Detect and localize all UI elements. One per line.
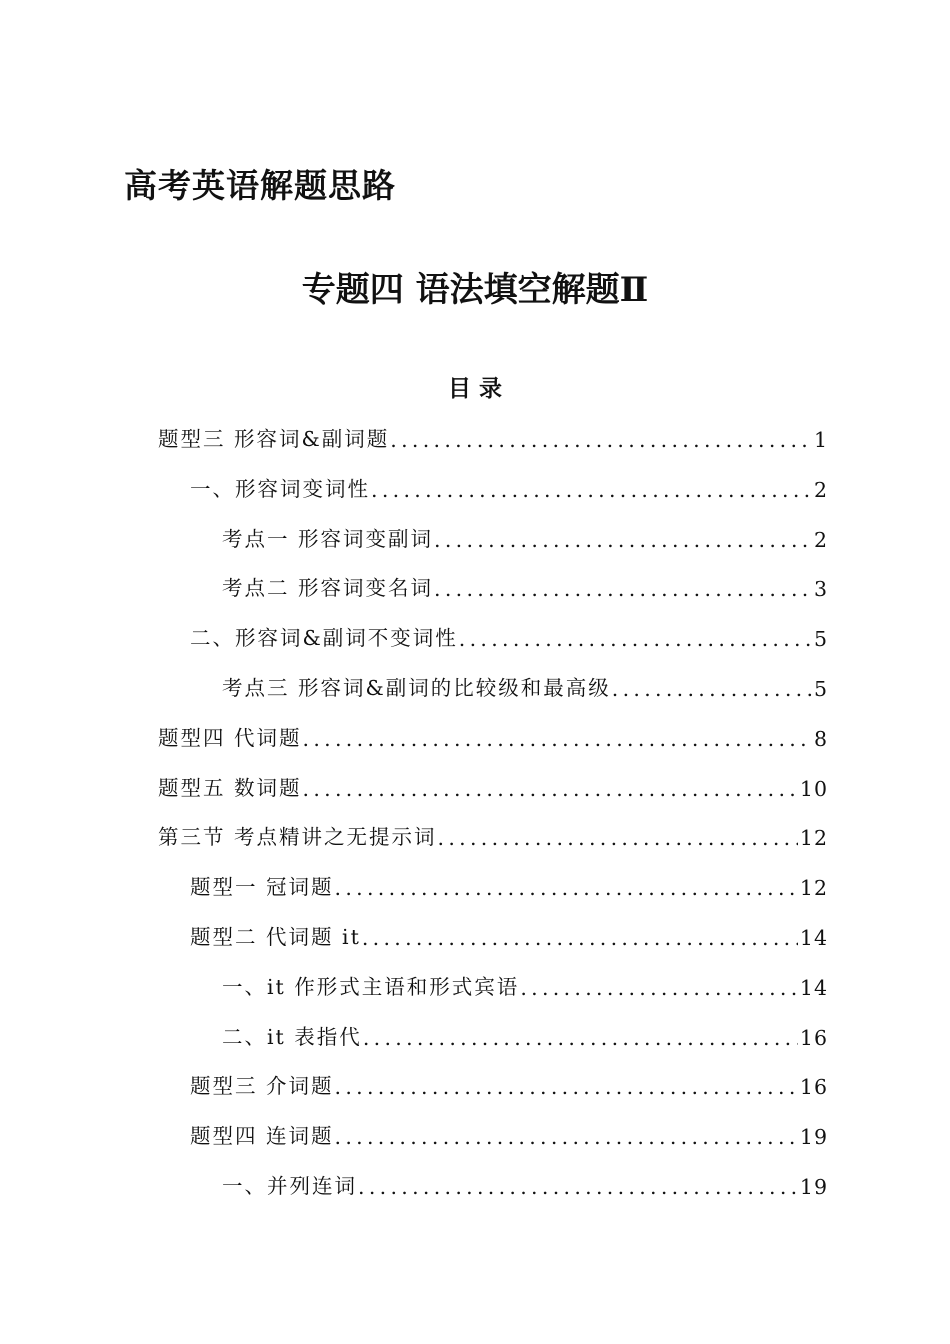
toc-entry-label: 二、it 表指代 xyxy=(222,1024,362,1049)
toc-entry-label: 题型三 介词题 xyxy=(190,1074,334,1099)
toc-dot-leader xyxy=(335,876,798,900)
toc-entry-page-number: 5 xyxy=(813,627,828,652)
toc-entry-label: 第三节 考点精讲之无提示词 xyxy=(158,825,437,850)
toc-entry-label: 一、并列连词 xyxy=(222,1174,357,1198)
toc-entry-page-number: 19 xyxy=(799,1175,828,1199)
toc-dot-leader xyxy=(358,1175,798,1199)
toc-entry[interactable] xyxy=(190,462,828,502)
toc-entry-label: 考点一 形容词变副词 xyxy=(222,526,434,551)
document-title: 高考英语解题思路 xyxy=(124,166,396,205)
toc-dot-leader xyxy=(335,1125,798,1149)
toc-dot-leader xyxy=(362,926,798,950)
toc-entry[interactable] xyxy=(190,1109,828,1149)
toc-dot-leader xyxy=(434,528,812,552)
toc-entry-page-number: 2 xyxy=(813,527,828,552)
toc-entry-page-number: 2 xyxy=(813,477,828,502)
toc-entry-label: 题型三 形容词&副词题 xyxy=(158,427,390,451)
toc-heading: 目 录 xyxy=(447,375,502,402)
toc-entry-label: 二、形容词&副词不变词性 xyxy=(190,626,458,651)
toc-entry-page-number: 14 xyxy=(799,975,828,1000)
toc-entry[interactable] xyxy=(190,1059,828,1099)
toc-entry-label: 一、it 作形式主语和形式宾语 xyxy=(222,974,520,999)
toc-dot-leader xyxy=(612,677,812,701)
toc-entry-label: 考点二 形容词变名词 xyxy=(222,576,434,601)
toc-entry[interactable] xyxy=(222,661,828,701)
toc-entry-page-number: 8 xyxy=(813,726,828,751)
toc-dot-leader xyxy=(335,1075,798,1099)
toc-entry-label: 考点三 形容词&副词的比较级和最高级 xyxy=(222,676,611,700)
toc-entry-page-number: 12 xyxy=(799,876,828,901)
toc-entry[interactable] xyxy=(222,1010,828,1050)
toc-entry-label: 题型四 代词题 xyxy=(158,725,302,750)
toc-dot-leader xyxy=(520,976,798,1000)
toc-entry[interactable] xyxy=(222,512,828,552)
toc-dot-leader xyxy=(303,777,798,801)
toc-entry-page-number: 1 xyxy=(813,428,828,452)
toc-dot-leader xyxy=(303,727,812,751)
toc-dot-leader xyxy=(459,627,812,651)
toc-entry-page-number: 12 xyxy=(799,826,828,851)
toc-entry[interactable] xyxy=(222,1159,828,1199)
toc-dot-leader xyxy=(434,577,812,601)
toc-entry[interactable] xyxy=(158,810,828,850)
toc-entry-page-number: 14 xyxy=(799,926,828,950)
toc-entry[interactable] xyxy=(190,910,828,950)
toc-entry-page-number: 19 xyxy=(799,1125,828,1150)
toc-entry[interactable] xyxy=(158,711,828,751)
toc-dot-leader xyxy=(371,478,812,502)
toc-entry-page-number: 3 xyxy=(813,577,828,602)
toc-entry-label: 题型四 连词题 xyxy=(190,1124,334,1149)
toc-dot-leader xyxy=(363,1026,798,1050)
toc-entry[interactable] xyxy=(222,561,828,601)
toc-entry[interactable] xyxy=(190,611,828,651)
toc-entry[interactable] xyxy=(190,860,828,900)
toc-entry-page-number: 5 xyxy=(813,677,828,701)
toc-entry-page-number: 10 xyxy=(799,776,828,801)
toc-dot-leader xyxy=(438,826,798,850)
toc-entry-label: 题型五 数词题 xyxy=(158,775,302,800)
toc-entry[interactable] xyxy=(158,412,828,452)
toc-entry-page-number: 16 xyxy=(799,1075,828,1100)
toc-entry-label: 一、形容词变词性 xyxy=(190,476,370,501)
toc-entry[interactable] xyxy=(222,960,828,1000)
toc-dot-leader xyxy=(390,428,812,452)
toc-entry-page-number: 16 xyxy=(799,1025,828,1050)
topic-title: 专题四 语法填空解题Ⅱ xyxy=(301,270,649,310)
toc-entry[interactable] xyxy=(158,761,828,801)
toc-entry-label: 题型二 代词题 it xyxy=(190,925,361,949)
toc-entry-label: 题型一 冠词题 xyxy=(190,875,334,900)
